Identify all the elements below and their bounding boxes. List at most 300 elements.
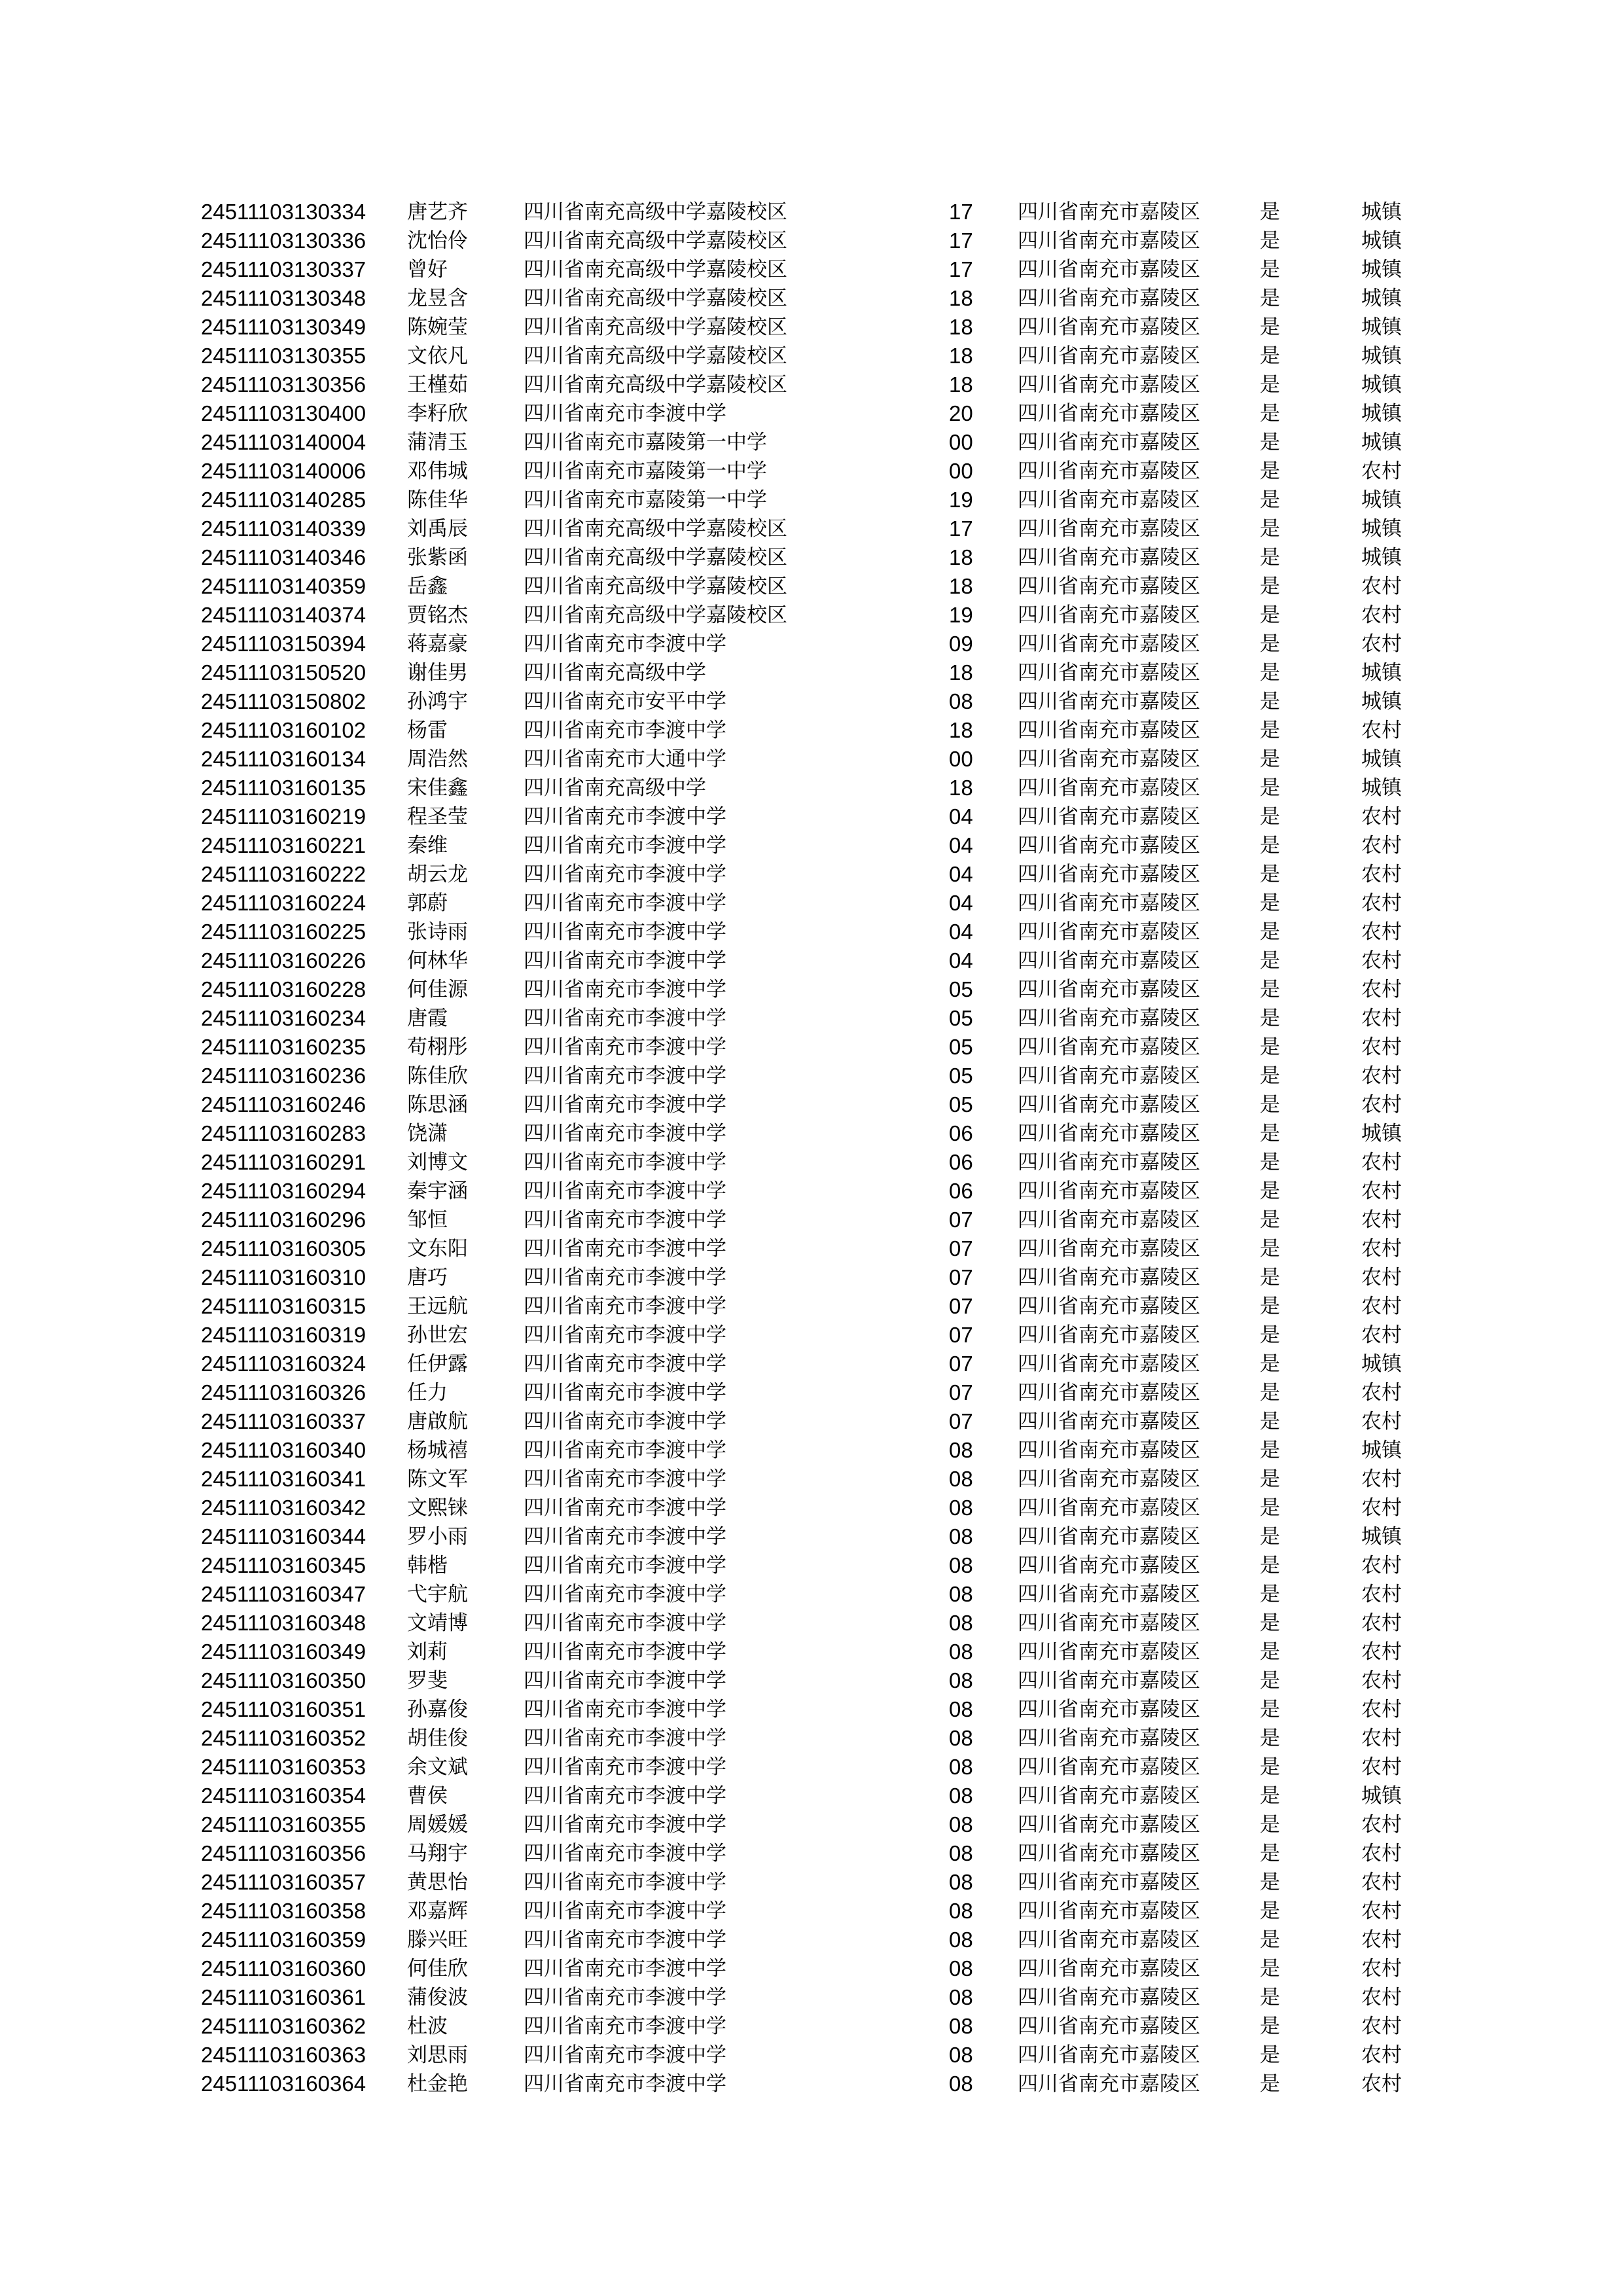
record-id: 24511103160351	[201, 1697, 366, 1721]
table-row	[0, 1177, 1623, 1206]
school-name: 四川省南充市李渡中学	[524, 805, 726, 829]
table-row	[0, 601, 1623, 630]
area-type: 城镇	[1361, 373, 1402, 397]
student-name: 罗小雨	[407, 1525, 468, 1549]
area-type: 农村	[1361, 1381, 1402, 1405]
class-code: 08	[949, 1611, 973, 1635]
school-name: 四川省南充市李渡中学	[524, 1410, 726, 1433]
flag: 是	[1260, 229, 1280, 253]
flag: 是	[1260, 258, 1280, 281]
class-code: 05	[949, 1064, 973, 1088]
school-name: 四川省南充市李渡中学	[524, 1208, 726, 1232]
flag: 是	[1260, 978, 1280, 1001]
area-type: 城镇	[1361, 258, 1402, 281]
region: 四川省南充市嘉陵区	[1018, 575, 1200, 598]
school-name: 四川省南充市李渡中学	[524, 863, 726, 886]
flag: 是	[1260, 603, 1280, 627]
school-name: 四川省南充市李渡中学	[524, 1352, 726, 1376]
school-name: 四川省南充市嘉陵第一中学	[524, 459, 767, 483]
record-id: 24511103160228	[201, 977, 366, 1001]
area-type: 城镇	[1361, 1439, 1402, 1462]
flag: 是	[1260, 1957, 1280, 1981]
student-name: 文熙铼	[407, 1496, 468, 1520]
table-row	[0, 1062, 1623, 1090]
school-name: 四川省南充市李渡中学	[524, 1467, 726, 1491]
student-name: 陈佳欣	[407, 1064, 468, 1088]
school-name: 四川省南充市李渡中学	[524, 1957, 726, 1981]
record-id: 24511103160355	[201, 1812, 366, 1837]
flag: 是	[1260, 805, 1280, 829]
area-type: 农村	[1361, 1554, 1402, 1577]
student-name: 饶潇	[407, 1122, 448, 1145]
region: 四川省南充市嘉陵区	[1018, 258, 1200, 281]
area-type: 城镇	[1361, 1525, 1402, 1549]
record-id: 24511103130356	[201, 372, 366, 397]
class-code: 05	[949, 1035, 973, 1059]
table-row	[0, 1695, 1623, 1724]
flag: 是	[1260, 488, 1280, 512]
region: 四川省南充市嘉陵区	[1018, 1871, 1200, 1894]
student-name: 岳鑫	[407, 575, 448, 598]
area-type: 农村	[1361, 1208, 1402, 1232]
area-type: 城镇	[1361, 287, 1402, 310]
region: 四川省南充市嘉陵区	[1018, 459, 1200, 483]
table-row	[0, 1263, 1623, 1292]
student-name: 文依凡	[407, 344, 468, 368]
table-row	[0, 399, 1623, 428]
school-name: 四川省南充市李渡中学	[524, 2072, 726, 2096]
table-row	[0, 1983, 1623, 2012]
table-row	[0, 1666, 1623, 1695]
class-code: 08	[949, 2072, 973, 2096]
region: 四川省南充市嘉陵区	[1018, 1352, 1200, 1376]
flag: 是	[1260, 1611, 1280, 1635]
student-name: 余文斌	[407, 1755, 468, 1779]
student-name: 文靖博	[407, 1611, 468, 1635]
flag: 是	[1260, 1035, 1280, 1059]
record-id: 24511103140285	[201, 488, 366, 512]
area-type: 农村	[1361, 719, 1402, 742]
table-row	[0, 486, 1623, 514]
area-type: 城镇	[1361, 776, 1402, 800]
table-row	[0, 860, 1623, 889]
area-type: 农村	[1361, 2072, 1402, 2096]
class-code: 18	[949, 574, 973, 598]
region: 四川省南充市嘉陵区	[1018, 2043, 1200, 2067]
table-row	[0, 1407, 1623, 1436]
school-name: 四川省南充市李渡中学	[524, 1755, 726, 1779]
flag: 是	[1260, 1237, 1280, 1261]
region: 四川省南充市嘉陵区	[1018, 632, 1200, 656]
table-row	[0, 1638, 1623, 1666]
table-row	[0, 342, 1623, 370]
student-name: 邓嘉辉	[407, 1899, 468, 1923]
class-code: 18	[949, 545, 973, 569]
flag: 是	[1260, 315, 1280, 339]
area-type: 城镇	[1361, 315, 1402, 339]
area-type: 农村	[1361, 1813, 1402, 1837]
student-name: 韩楷	[407, 1554, 448, 1577]
area-type: 农村	[1361, 2015, 1402, 2038]
region: 四川省南充市嘉陵区	[1018, 1525, 1200, 1549]
school-name: 四川省南充市李渡中学	[524, 1813, 726, 1837]
region: 四川省南充市嘉陵区	[1018, 1727, 1200, 1750]
flag: 是	[1260, 546, 1280, 569]
flag: 是	[1260, 1813, 1280, 1837]
student-name: 滕兴旺	[407, 1928, 468, 1952]
flag: 是	[1260, 632, 1280, 656]
student-name: 陈佳华	[407, 488, 468, 512]
student-name: 胡佳俊	[407, 1727, 468, 1750]
record-id: 24511103140374	[201, 603, 366, 627]
area-type: 城镇	[1361, 546, 1402, 569]
class-code: 04	[949, 804, 973, 829]
student-name: 何林华	[407, 949, 468, 973]
flag: 是	[1260, 1899, 1280, 1923]
area-type: 农村	[1361, 920, 1402, 944]
student-name: 曾好	[407, 258, 448, 281]
class-code: 08	[949, 1640, 973, 1664]
flag: 是	[1260, 402, 1280, 425]
record-id: 24511103160340	[201, 1438, 366, 1462]
student-name: 龙昱含	[407, 287, 468, 310]
region: 四川省南充市嘉陵区	[1018, 2015, 1200, 2038]
school-name: 四川省南充市李渡中学	[524, 1035, 726, 1059]
flag: 是	[1260, 1151, 1280, 1174]
area-type: 农村	[1361, 1899, 1402, 1923]
student-name: 陈文军	[407, 1467, 468, 1491]
school-name: 四川省南充市大通中学	[524, 747, 726, 771]
flag: 是	[1260, 1007, 1280, 1030]
area-type: 城镇	[1361, 344, 1402, 368]
region: 四川省南充市嘉陵区	[1018, 1986, 1200, 2009]
area-type: 农村	[1361, 834, 1402, 857]
class-code: 17	[949, 257, 973, 281]
school-name: 四川省南充市李渡中学	[524, 1323, 726, 1347]
record-id: 24511103160225	[201, 920, 366, 944]
region: 四川省南充市嘉陵区	[1018, 1554, 1200, 1577]
area-type: 农村	[1361, 1727, 1402, 1750]
region: 四川省南充市嘉陵区	[1018, 344, 1200, 368]
area-type: 农村	[1361, 1266, 1402, 1289]
record-id: 24511103160315	[201, 1294, 366, 1318]
student-name: 胡云龙	[407, 863, 468, 886]
record-id: 24511103160135	[201, 776, 366, 800]
record-id: 24511103140006	[201, 459, 366, 483]
region: 四川省南充市嘉陵区	[1018, 2072, 1200, 2096]
school-name: 四川省南充市李渡中学	[524, 1986, 726, 2009]
flag: 是	[1260, 1669, 1280, 1693]
region: 四川省南充市嘉陵区	[1018, 1064, 1200, 1088]
flag: 是	[1260, 1323, 1280, 1347]
area-type: 农村	[1361, 1064, 1402, 1088]
school-name: 四川省南充市李渡中学	[524, 1007, 726, 1030]
class-code: 05	[949, 977, 973, 1001]
school-name: 四川省南充高级中学	[524, 776, 706, 800]
student-name: 周浩然	[407, 747, 468, 771]
class-code: 17	[949, 228, 973, 253]
table-row	[0, 1897, 1623, 1926]
class-code: 07	[949, 1265, 973, 1289]
class-code: 08	[949, 1985, 973, 2009]
class-code: 08	[949, 1841, 973, 1865]
area-type: 农村	[1361, 891, 1402, 915]
region: 四川省南充市嘉陵区	[1018, 1928, 1200, 1952]
region: 四川省南充市嘉陵区	[1018, 949, 1200, 973]
class-code: 08	[949, 1899, 973, 1923]
region: 四川省南充市嘉陵区	[1018, 373, 1200, 397]
student-name: 黄思怡	[407, 1871, 468, 1894]
record-id: 24511103160357	[201, 1870, 366, 1894]
table-row	[0, 2012, 1623, 2041]
area-type: 农村	[1361, 1640, 1402, 1664]
student-name: 杨城禧	[407, 1439, 468, 1462]
student-name: 何佳源	[407, 978, 468, 1001]
area-type: 农村	[1361, 1237, 1402, 1261]
class-code: 08	[949, 2014, 973, 2038]
school-name: 四川省南充市李渡中学	[524, 2015, 726, 2038]
student-name: 杨雷	[407, 719, 448, 742]
student-name: 李籽欣	[407, 402, 468, 425]
table-row	[0, 774, 1623, 802]
school-name: 四川省南充市李渡中学	[524, 1295, 726, 1318]
flag: 是	[1260, 1122, 1280, 1145]
school-name: 四川省南充市李渡中学	[524, 834, 726, 857]
region: 四川省南充市嘉陵区	[1018, 661, 1200, 685]
area-type: 农村	[1361, 1410, 1402, 1433]
student-name: 唐艺齐	[407, 200, 468, 224]
region: 四川省南充市嘉陵区	[1018, 1842, 1200, 1865]
record-id: 24511103160324	[201, 1352, 366, 1376]
record-id: 24511103160291	[201, 1150, 366, 1174]
class-code: 18	[949, 660, 973, 685]
table-row	[0, 658, 1623, 687]
record-id: 24511103140339	[201, 516, 366, 541]
flag: 是	[1260, 1871, 1280, 1894]
record-id: 24511103160134	[201, 747, 366, 771]
flag: 是	[1260, 1179, 1280, 1203]
area-type: 农村	[1361, 1928, 1402, 1952]
table-row	[0, 745, 1623, 774]
region: 四川省南充市嘉陵区	[1018, 1899, 1200, 1923]
region: 四川省南充市嘉陵区	[1018, 1266, 1200, 1289]
area-type: 农村	[1361, 1986, 1402, 2009]
class-code: 05	[949, 1006, 973, 1030]
flag: 是	[1260, 1266, 1280, 1289]
flag: 是	[1260, 200, 1280, 224]
flag: 是	[1260, 949, 1280, 973]
class-code: 18	[949, 718, 973, 742]
student-name: 唐霞	[407, 1007, 448, 1030]
record-id: 24511103160226	[201, 948, 366, 973]
table-row	[0, 687, 1623, 716]
class-code: 00	[949, 747, 973, 771]
flag: 是	[1260, 1525, 1280, 1549]
student-name: 谢佳男	[407, 661, 468, 685]
school-name: 四川省南充高级中学嘉陵校区	[524, 344, 787, 368]
table-row	[0, 1321, 1623, 1350]
class-code: 07	[949, 1236, 973, 1261]
school-name: 四川省南充高级中学嘉陵校区	[524, 287, 787, 310]
record-id: 24511103160341	[201, 1467, 366, 1491]
school-name: 四川省南充市李渡中学	[524, 1611, 726, 1635]
class-code: 06	[949, 1179, 973, 1203]
flag: 是	[1260, 661, 1280, 685]
area-type: 农村	[1361, 1611, 1402, 1635]
region: 四川省南充市嘉陵区	[1018, 1208, 1200, 1232]
region: 四川省南充市嘉陵区	[1018, 776, 1200, 800]
record-id: 24511103160352	[201, 1726, 366, 1750]
area-type: 城镇	[1361, 690, 1402, 713]
flag: 是	[1260, 1986, 1280, 2009]
record-id: 24511103160363	[201, 2043, 366, 2067]
student-name: 张诗雨	[407, 920, 468, 944]
area-type: 农村	[1361, 575, 1402, 598]
region: 四川省南充市嘉陵区	[1018, 1237, 1200, 1261]
flag: 是	[1260, 1755, 1280, 1779]
class-code: 18	[949, 372, 973, 397]
class-code: 08	[949, 1870, 973, 1894]
school-name: 四川省南充市李渡中学	[524, 1122, 726, 1145]
record-id: 24511103160356	[201, 1841, 366, 1865]
student-name: 罗斐	[407, 1669, 448, 1693]
student-name: 王槿茹	[407, 373, 468, 397]
school-name: 四川省南充高级中学	[524, 661, 706, 685]
school-name: 四川省南充市李渡中学	[524, 1381, 726, 1405]
record-id: 24511103140004	[201, 430, 366, 454]
flag: 是	[1260, 431, 1280, 454]
school-name: 四川省南充市李渡中学	[524, 1842, 726, 1865]
table-row	[0, 918, 1623, 946]
record-id: 24511103160344	[201, 1524, 366, 1549]
table-row	[0, 457, 1623, 486]
region: 四川省南充市嘉陵区	[1018, 1323, 1200, 1347]
school-name: 四川省南充市李渡中学	[524, 1640, 726, 1664]
table-row	[0, 572, 1623, 601]
class-code: 07	[949, 1323, 973, 1347]
area-type: 农村	[1361, 1842, 1402, 1865]
region: 四川省南充市嘉陵区	[1018, 1179, 1200, 1203]
record-id: 24511103130355	[201, 344, 366, 368]
class-code: 00	[949, 459, 973, 483]
table-row	[0, 255, 1623, 284]
student-name: 杜波	[407, 2015, 448, 2038]
student-name: 孙嘉俊	[407, 1698, 468, 1721]
area-type: 农村	[1361, 603, 1402, 627]
class-code: 08	[949, 2043, 973, 2067]
table-row	[0, 1839, 1623, 1868]
record-id: 24511103160354	[201, 1784, 366, 1808]
student-name: 孙鸿宇	[407, 690, 468, 713]
class-code: 07	[949, 1208, 973, 1232]
record-id: 24511103160364	[201, 2072, 366, 2096]
school-name: 四川省南充高级中学嘉陵校区	[524, 517, 787, 541]
region: 四川省南充市嘉陵区	[1018, 603, 1200, 627]
school-name: 四川省南充市李渡中学	[524, 1266, 726, 1289]
school-name: 四川省南充市李渡中学	[524, 402, 726, 425]
school-name: 四川省南充市李渡中学	[524, 1525, 726, 1549]
region: 四川省南充市嘉陵区	[1018, 805, 1200, 829]
area-type: 农村	[1361, 805, 1402, 829]
flag: 是	[1260, 1093, 1280, 1117]
school-name: 四川省南充高级中学嘉陵校区	[524, 315, 787, 339]
school-name: 四川省南充市李渡中学	[524, 2043, 726, 2067]
table-row	[0, 1119, 1623, 1148]
table-row	[0, 2041, 1623, 2070]
record-id: 24511103150520	[201, 660, 366, 685]
flag: 是	[1260, 863, 1280, 886]
area-type: 农村	[1361, 1323, 1402, 1347]
record-id: 24511103160359	[201, 1928, 366, 1952]
record-id: 24511103160283	[201, 1121, 366, 1145]
region: 四川省南充市嘉陵区	[1018, 747, 1200, 771]
record-id: 24511103160362	[201, 2014, 366, 2038]
record-id: 24511103130348	[201, 286, 366, 310]
flag: 是	[1260, 1381, 1280, 1405]
school-name: 四川省南充市李渡中学	[524, 1179, 726, 1203]
region: 四川省南充市嘉陵区	[1018, 229, 1200, 253]
record-id: 24511103160310	[201, 1265, 366, 1289]
flag: 是	[1260, 373, 1280, 397]
flag: 是	[1260, 1698, 1280, 1721]
region: 四川省南充市嘉陵区	[1018, 690, 1200, 713]
class-code: 08	[949, 1668, 973, 1693]
flag: 是	[1260, 1640, 1280, 1664]
area-type: 农村	[1361, 459, 1402, 483]
region: 四川省南充市嘉陵区	[1018, 719, 1200, 742]
area-type: 农村	[1361, 632, 1402, 656]
school-name: 四川省南充市李渡中学	[524, 1698, 726, 1721]
area-type: 农村	[1361, 1583, 1402, 1606]
class-code: 00	[949, 430, 973, 454]
table-row	[0, 1436, 1623, 1465]
class-code: 05	[949, 1092, 973, 1117]
table-row	[0, 1033, 1623, 1062]
student-name: 刘博文	[407, 1151, 468, 1174]
area-type: 农村	[1361, 1093, 1402, 1117]
student-name: 蒋嘉豪	[407, 632, 468, 656]
table-row	[0, 313, 1623, 342]
school-name: 四川省南充市李渡中学	[524, 1928, 726, 1952]
area-type: 城镇	[1361, 517, 1402, 541]
school-name: 四川省南充高级中学嘉陵校区	[524, 373, 787, 397]
class-code: 08	[949, 689, 973, 713]
record-id: 24511103160305	[201, 1236, 366, 1261]
table-row	[0, 716, 1623, 745]
region: 四川省南充市嘉陵区	[1018, 920, 1200, 944]
region: 四川省南充市嘉陵区	[1018, 1583, 1200, 1606]
class-code: 08	[949, 1928, 973, 1952]
school-name: 四川省南充市嘉陵第一中学	[524, 431, 767, 454]
table-row	[0, 630, 1623, 658]
class-code: 07	[949, 1294, 973, 1318]
student-name: 苟栩彤	[407, 1035, 468, 1059]
school-name: 四川省南充市李渡中学	[524, 978, 726, 1001]
record-id: 24511103130334	[201, 200, 366, 224]
record-id: 24511103160326	[201, 1380, 366, 1405]
class-code: 08	[949, 1956, 973, 1981]
region: 四川省南充市嘉陵区	[1018, 287, 1200, 310]
record-id: 24511103160361	[201, 1985, 366, 2009]
class-code: 06	[949, 1150, 973, 1174]
region: 四川省南充市嘉陵区	[1018, 1496, 1200, 1520]
record-id: 24511103150394	[201, 632, 366, 656]
school-name: 四川省南充市李渡中学	[524, 920, 726, 944]
area-type: 农村	[1361, 949, 1402, 973]
class-code: 04	[949, 948, 973, 973]
class-code: 09	[949, 632, 973, 656]
area-type: 城镇	[1361, 1122, 1402, 1145]
